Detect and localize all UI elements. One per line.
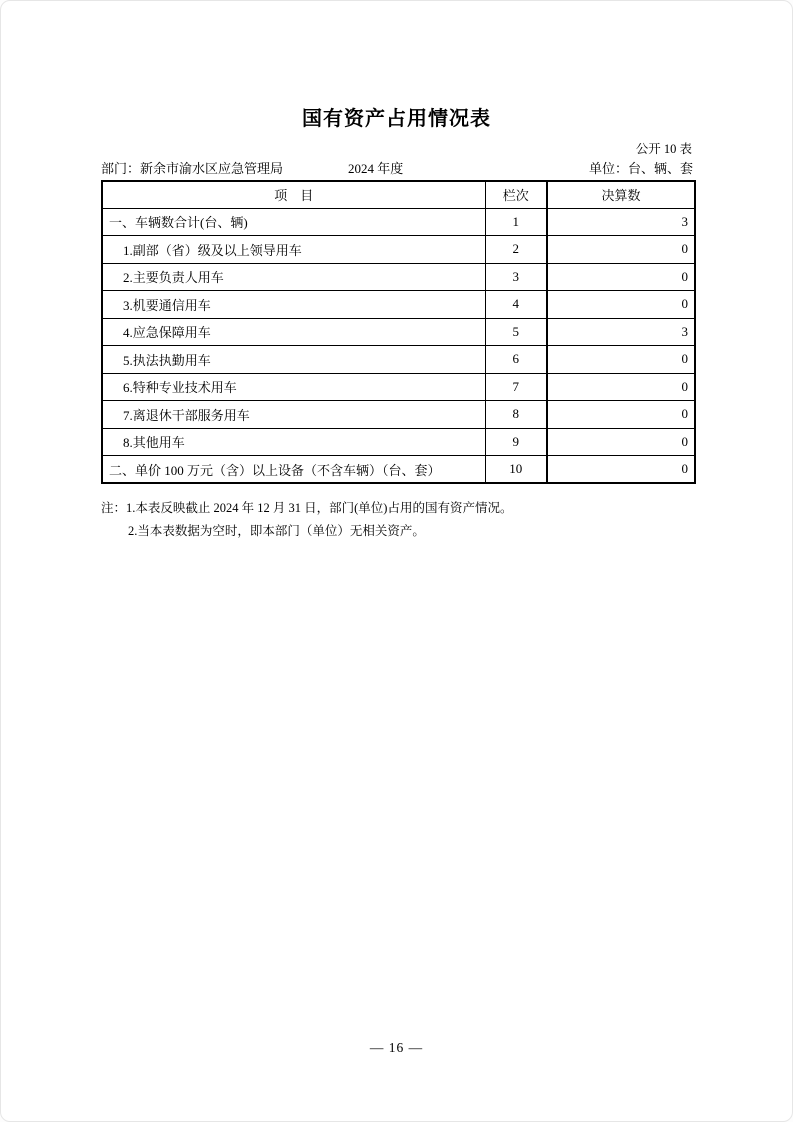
final-amount-cell: 0 [547, 373, 695, 401]
column-index-cell: 1 [485, 208, 547, 236]
item-cell: 2.主要负责人用车 [102, 263, 485, 291]
header-item: 项 目 [102, 181, 485, 208]
item-cell: 1.副部（省）级及以上领导用车 [102, 236, 485, 264]
department-label: 部门：新余市渝水区应急管理局 [101, 161, 284, 176]
final-amount-cell: 3 [547, 318, 695, 346]
table-row [102, 373, 695, 401]
column-index-cell: 5 [485, 318, 547, 346]
table-row [102, 318, 695, 346]
final-amount-cell: 0 [547, 428, 695, 456]
column-index-cell: 10 [485, 456, 547, 484]
table-row [102, 401, 695, 429]
table-row [102, 291, 695, 319]
table-row [102, 428, 695, 456]
final-amount-cell: 0 [547, 456, 695, 484]
final-amount-cell: 0 [547, 291, 695, 319]
column-index-cell: 2 [485, 236, 547, 264]
form-number-label: 公开 10 表 [635, 142, 692, 156]
footnote-line-2: 2.当本表数据为空时，即本部门（单位）无相关资产。 [128, 524, 425, 538]
item-cell: 8.其他用车 [102, 428, 485, 456]
item-cell: 5.执法执勤用车 [102, 346, 485, 374]
table-row [102, 236, 695, 264]
item-cell: 3.机要通信用车 [102, 291, 485, 319]
item-cell: 4.应急保障用车 [102, 318, 485, 346]
asset-occupation-table [101, 180, 696, 484]
item-cell: 一、车辆数合计(台、辆) [102, 208, 485, 236]
footnote-line-1 [101, 497, 701, 520]
item-cell: 7.离退休干部服务用车 [102, 401, 485, 429]
table-row [102, 208, 695, 236]
final-amount-cell: 3 [547, 208, 695, 236]
final-amount-cell: 0 [547, 263, 695, 291]
header-column-index: 栏次 [485, 181, 547, 208]
page-number: — 16 — [369, 1040, 424, 1055]
footnotes [101, 497, 701, 543]
table-row [102, 456, 695, 484]
column-index-cell: 8 [485, 401, 547, 429]
final-amount-cell: 0 [547, 346, 695, 374]
fiscal-year-label: 2024 年度 [348, 161, 404, 176]
table-row [102, 346, 695, 374]
column-index-cell: 3 [485, 263, 547, 291]
item-cell: 6.特种专业技术用车 [102, 373, 485, 401]
table-info-line [101, 158, 694, 178]
footnote-prefix: 注： [101, 501, 127, 515]
unit-label: 单位：台、辆、套 [588, 161, 693, 176]
table-row [102, 263, 695, 291]
header-final-amount: 决算数 [547, 181, 695, 208]
table-header-row [102, 181, 695, 208]
column-index-cell: 4 [485, 291, 547, 319]
column-index-cell: 7 [485, 373, 547, 401]
item-cell: 二、单价 100 万元（含）以上设备（不含车辆）（台、套） [102, 456, 485, 484]
footnote-text-1: 1.本表反映截止 2024 年 12 月 31 日，部门(单位)占用的国有资产情况。 [126, 501, 513, 515]
final-amount-cell: 0 [547, 236, 695, 264]
column-index-cell: 6 [485, 346, 547, 374]
final-amount-cell: 0 [547, 401, 695, 429]
page-title: 国有资产占用情况表 [302, 108, 491, 130]
column-index-cell: 9 [485, 428, 547, 456]
